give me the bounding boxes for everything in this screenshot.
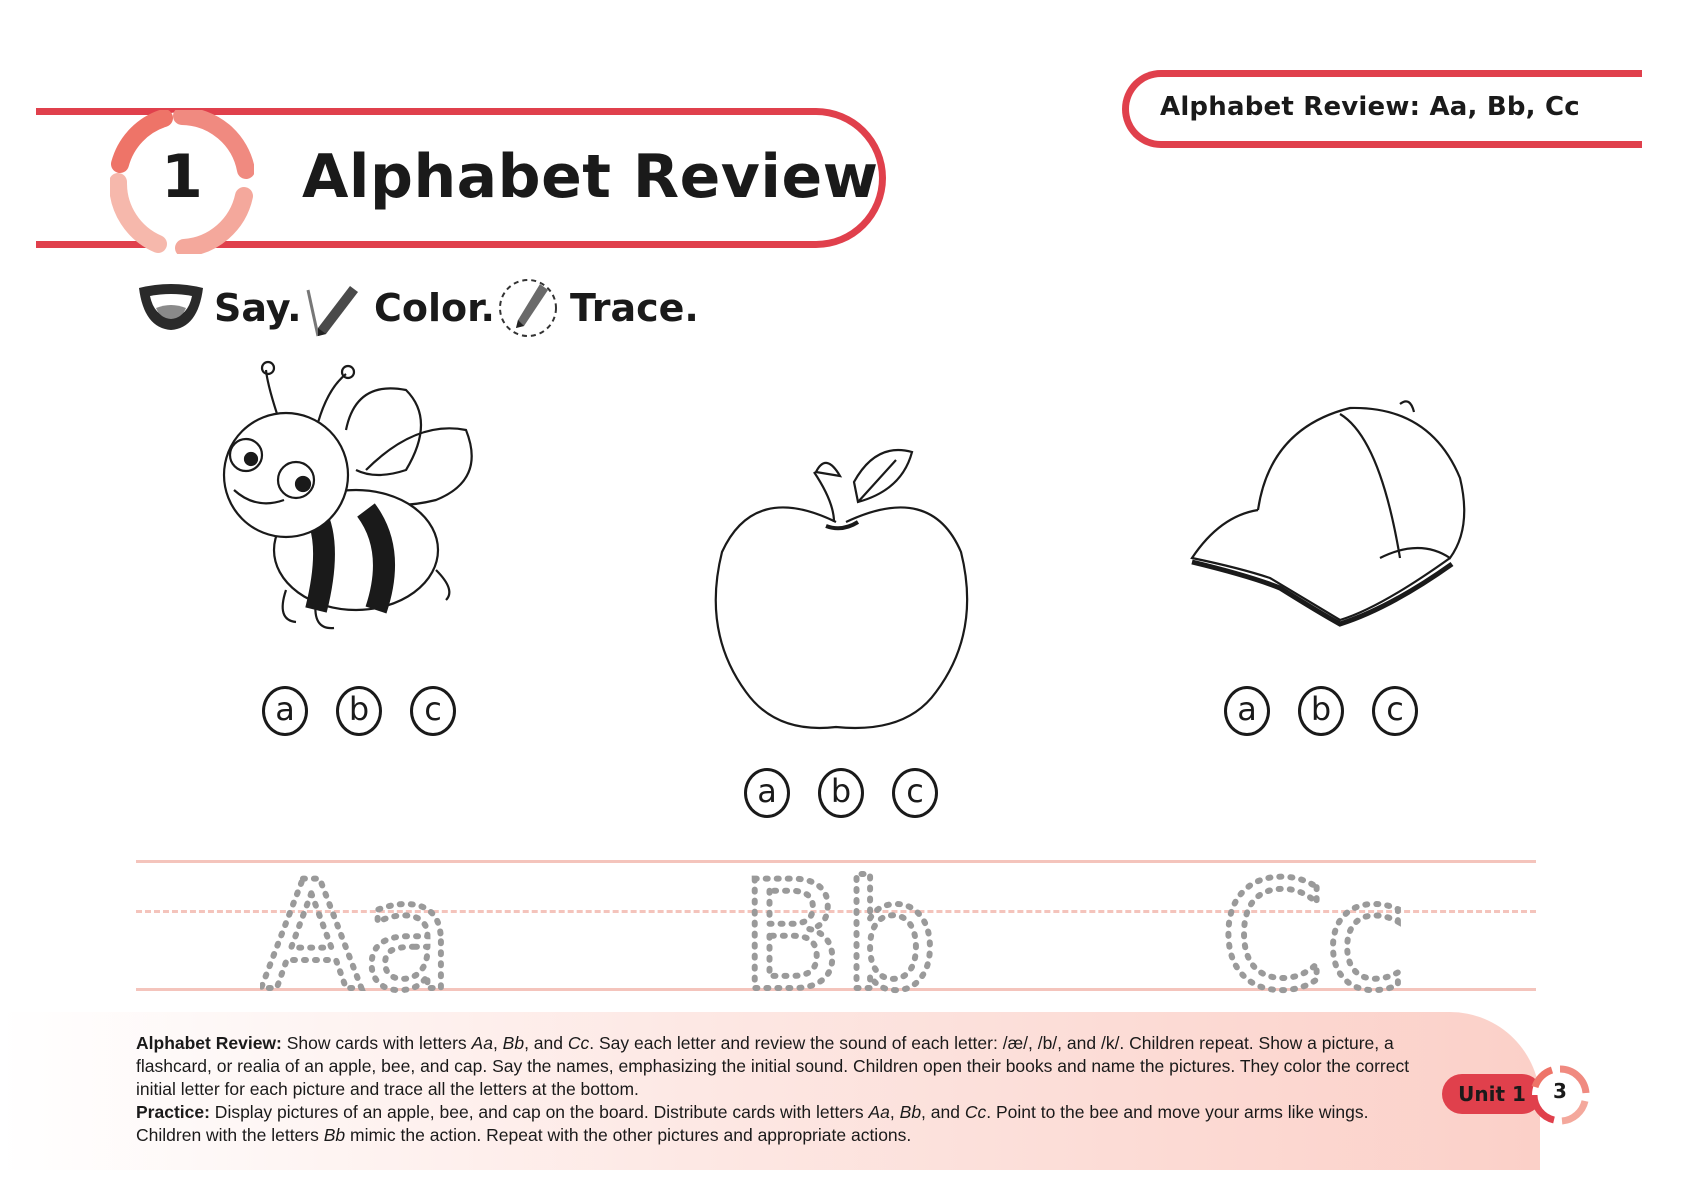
instruction-trace: Trace. — [570, 286, 699, 330]
notes-alphabet-review: Alphabet Review: Show cards with letters Aa, Bb, and Cc. Say each letter and review the sound of each letter: /æ/, /b/, and /k/. Children repeat. Show a picture, a flashcard, or realia of an apple, bee, and cap. Say the names, emphasizing the initial sound. Children open their books and name the pictures. They color the correct initial letter for each picture and trace all the letters at the bottom. — [136, 1033, 1410, 1099]
letter-choice-b[interactable]: b — [818, 768, 864, 818]
page-number: 3 — [1553, 1079, 1567, 1103]
lesson-number: 1 — [161, 142, 203, 212]
letter-choice-c[interactable]: c — [1372, 686, 1418, 736]
letter-choice-b[interactable]: b — [336, 686, 382, 736]
cap-icon — [1180, 398, 1480, 628]
cap-letter-choices — [1224, 686, 1418, 736]
crayon-icon — [300, 280, 362, 340]
instruction-color: Color. — [374, 286, 495, 330]
trace-letters-aa: Aa — [260, 852, 455, 998]
bee-icon — [206, 360, 486, 660]
letter-choice-a[interactable]: a — [1224, 686, 1270, 736]
bee-letter-choices — [262, 686, 456, 736]
letter-choice-b[interactable]: b — [1298, 686, 1344, 736]
trace-letters-cc: Cc — [1220, 852, 1408, 998]
apple-icon — [706, 442, 976, 742]
unit-label: Unit 1 — [1442, 1074, 1542, 1114]
trace-letters-bb: Bb — [740, 852, 939, 998]
letter-choice-c[interactable]: c — [410, 686, 456, 736]
tracing-letters[interactable] — [260, 852, 1460, 998]
notes-practice: Practice: Display pictures of an apple, bee, and cap on the board. Distribute cards with letters Aa, Bb, and Cc. Point to the bee and move your arms like wings. Children with the letters Bb mimic the action. Repeat with the other pictures and appropriate actions. — [136, 1102, 1369, 1145]
letter-choice-c[interactable]: c — [892, 768, 938, 818]
letter-choice-a[interactable]: a — [744, 768, 790, 818]
letter-choice-a[interactable]: a — [262, 686, 308, 736]
teacher-notes — [136, 1032, 1416, 1147]
mouth-icon — [136, 282, 206, 334]
apple-letter-choices — [744, 768, 938, 818]
instruction-say: Say. — [214, 286, 302, 330]
pencil-trace-icon — [496, 276, 560, 340]
section-tab-label: Alphabet Review: Aa, Bb, Cc — [1160, 92, 1580, 122]
page-title: Alphabet Review — [302, 142, 879, 212]
